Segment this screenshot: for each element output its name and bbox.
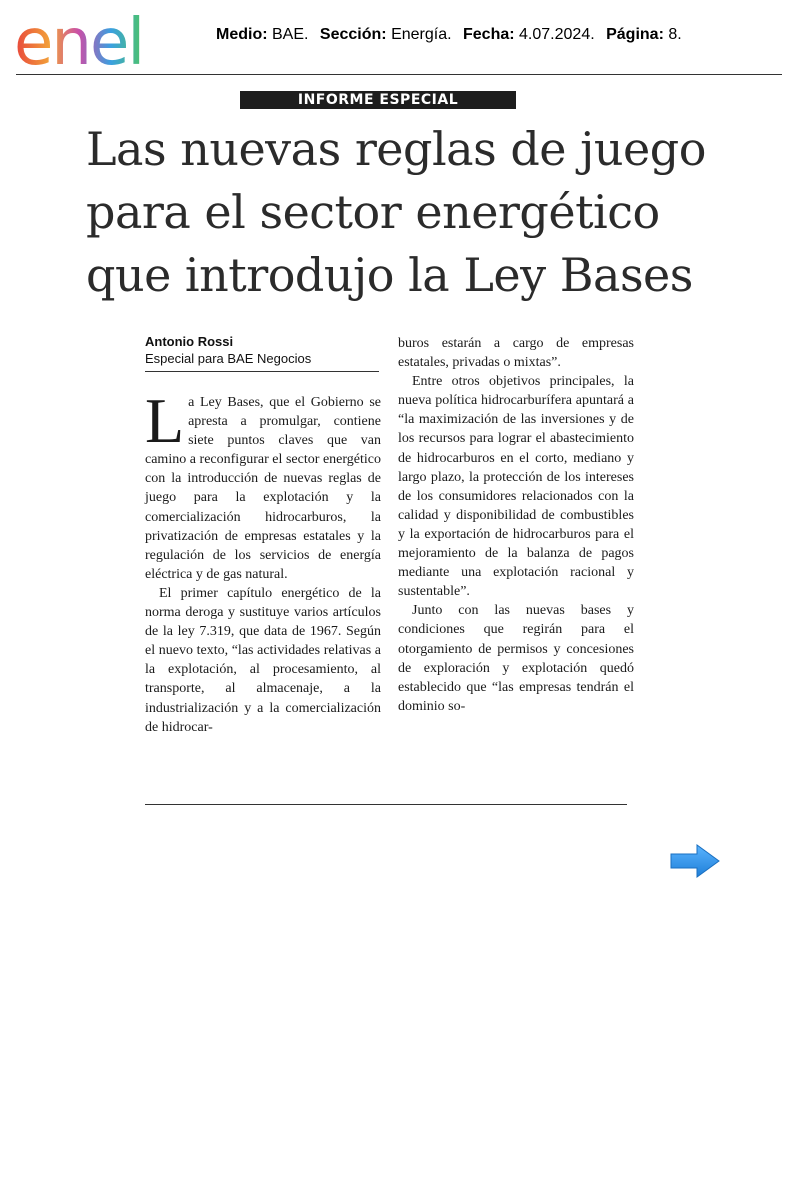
- author-role: Especial para BAE Negocios: [145, 351, 312, 366]
- arrow-right-icon[interactable]: [669, 843, 721, 879]
- clipping-header: [0, 0, 800, 76]
- article-paragraph: Junto con las nuevas bases y condiciones que regirán para el otorgamiento de permisos y concesiones de exploración y explotación quedó establecido que “las empresas tendrán el dominio so-: [398, 603, 634, 714]
- article-column-left: [145, 385, 381, 737]
- fecha-value: 4.07.2024.: [519, 26, 595, 43]
- article-paragraph: La Ley Bases, que el Gobierno se apresta a promulgar, contiene siete puntos claves que van camino a reconfigurar el sector energético con la introducción de nuevas reglas de juego para la explotación y la comercialización hidrocarburos, la privatización de empresas estatales y la regulación de los servicios de energía eléctrica y de gas natural.: [145, 385, 381, 582]
- author-name: Antonio Rossi: [145, 334, 234, 349]
- article-column-right: [398, 334, 634, 716]
- byline-divider: [145, 371, 379, 372]
- section-kicker: INFORME ESPECIAL: [240, 91, 516, 109]
- header-divider: [16, 74, 782, 75]
- headline-line-2: para el sector energético: [86, 185, 660, 239]
- svg-text:enel: enel: [14, 6, 144, 70]
- enel-logo: [14, 6, 184, 70]
- pagina-value: 8.: [668, 26, 682, 43]
- article-paragraph: buros estarán a cargo de empresas estatales, privadas o mixtas”.: [398, 336, 634, 371]
- dropcap: L: [145, 385, 185, 456]
- medio-value: BAE.: [272, 26, 309, 43]
- article-paragraph: Entre otros objetivos principales, la nueva política hidrocarburífera apuntará a “la maximización de las inversiones y de los recursos para lograr el abastecimiento de hidrocarburos en el corto, mediano y largo plazo, la protección de los intereses de los consumidores relacionados con la calidad y disponibilidad de combustibles y la exportación de hidrocarburos para el mejoramiento de la balanza de pagos mediante una explotación racional y sustentable”.: [398, 374, 634, 600]
- headline-line-1: Las nuevas reglas de juego: [86, 122, 706, 176]
- clipping-meta: [216, 26, 682, 44]
- byline: [145, 333, 379, 367]
- seccion-value: Energía.: [391, 26, 452, 43]
- article-bottom-divider: [145, 804, 627, 805]
- seccion-label: Sección:: [319, 26, 387, 43]
- fecha-label: Fecha:: [463, 26, 515, 43]
- article-headline: [86, 118, 726, 307]
- headline-line-3: que introdujo la Ley Bases: [86, 248, 693, 302]
- article-paragraph: El primer capítulo energético de la norma deroga y sustituye varios artículos de la ley 7.319, que data de 1967. Según el nuevo texto, “las actividades relativas a la explotación, al procesamiento, al transporte, al almacenaje, a la industrialización y a la comercialización de hidrocar-: [145, 585, 381, 735]
- medio-label: Medio:: [216, 26, 268, 43]
- pagina-label: Página:: [606, 26, 664, 43]
